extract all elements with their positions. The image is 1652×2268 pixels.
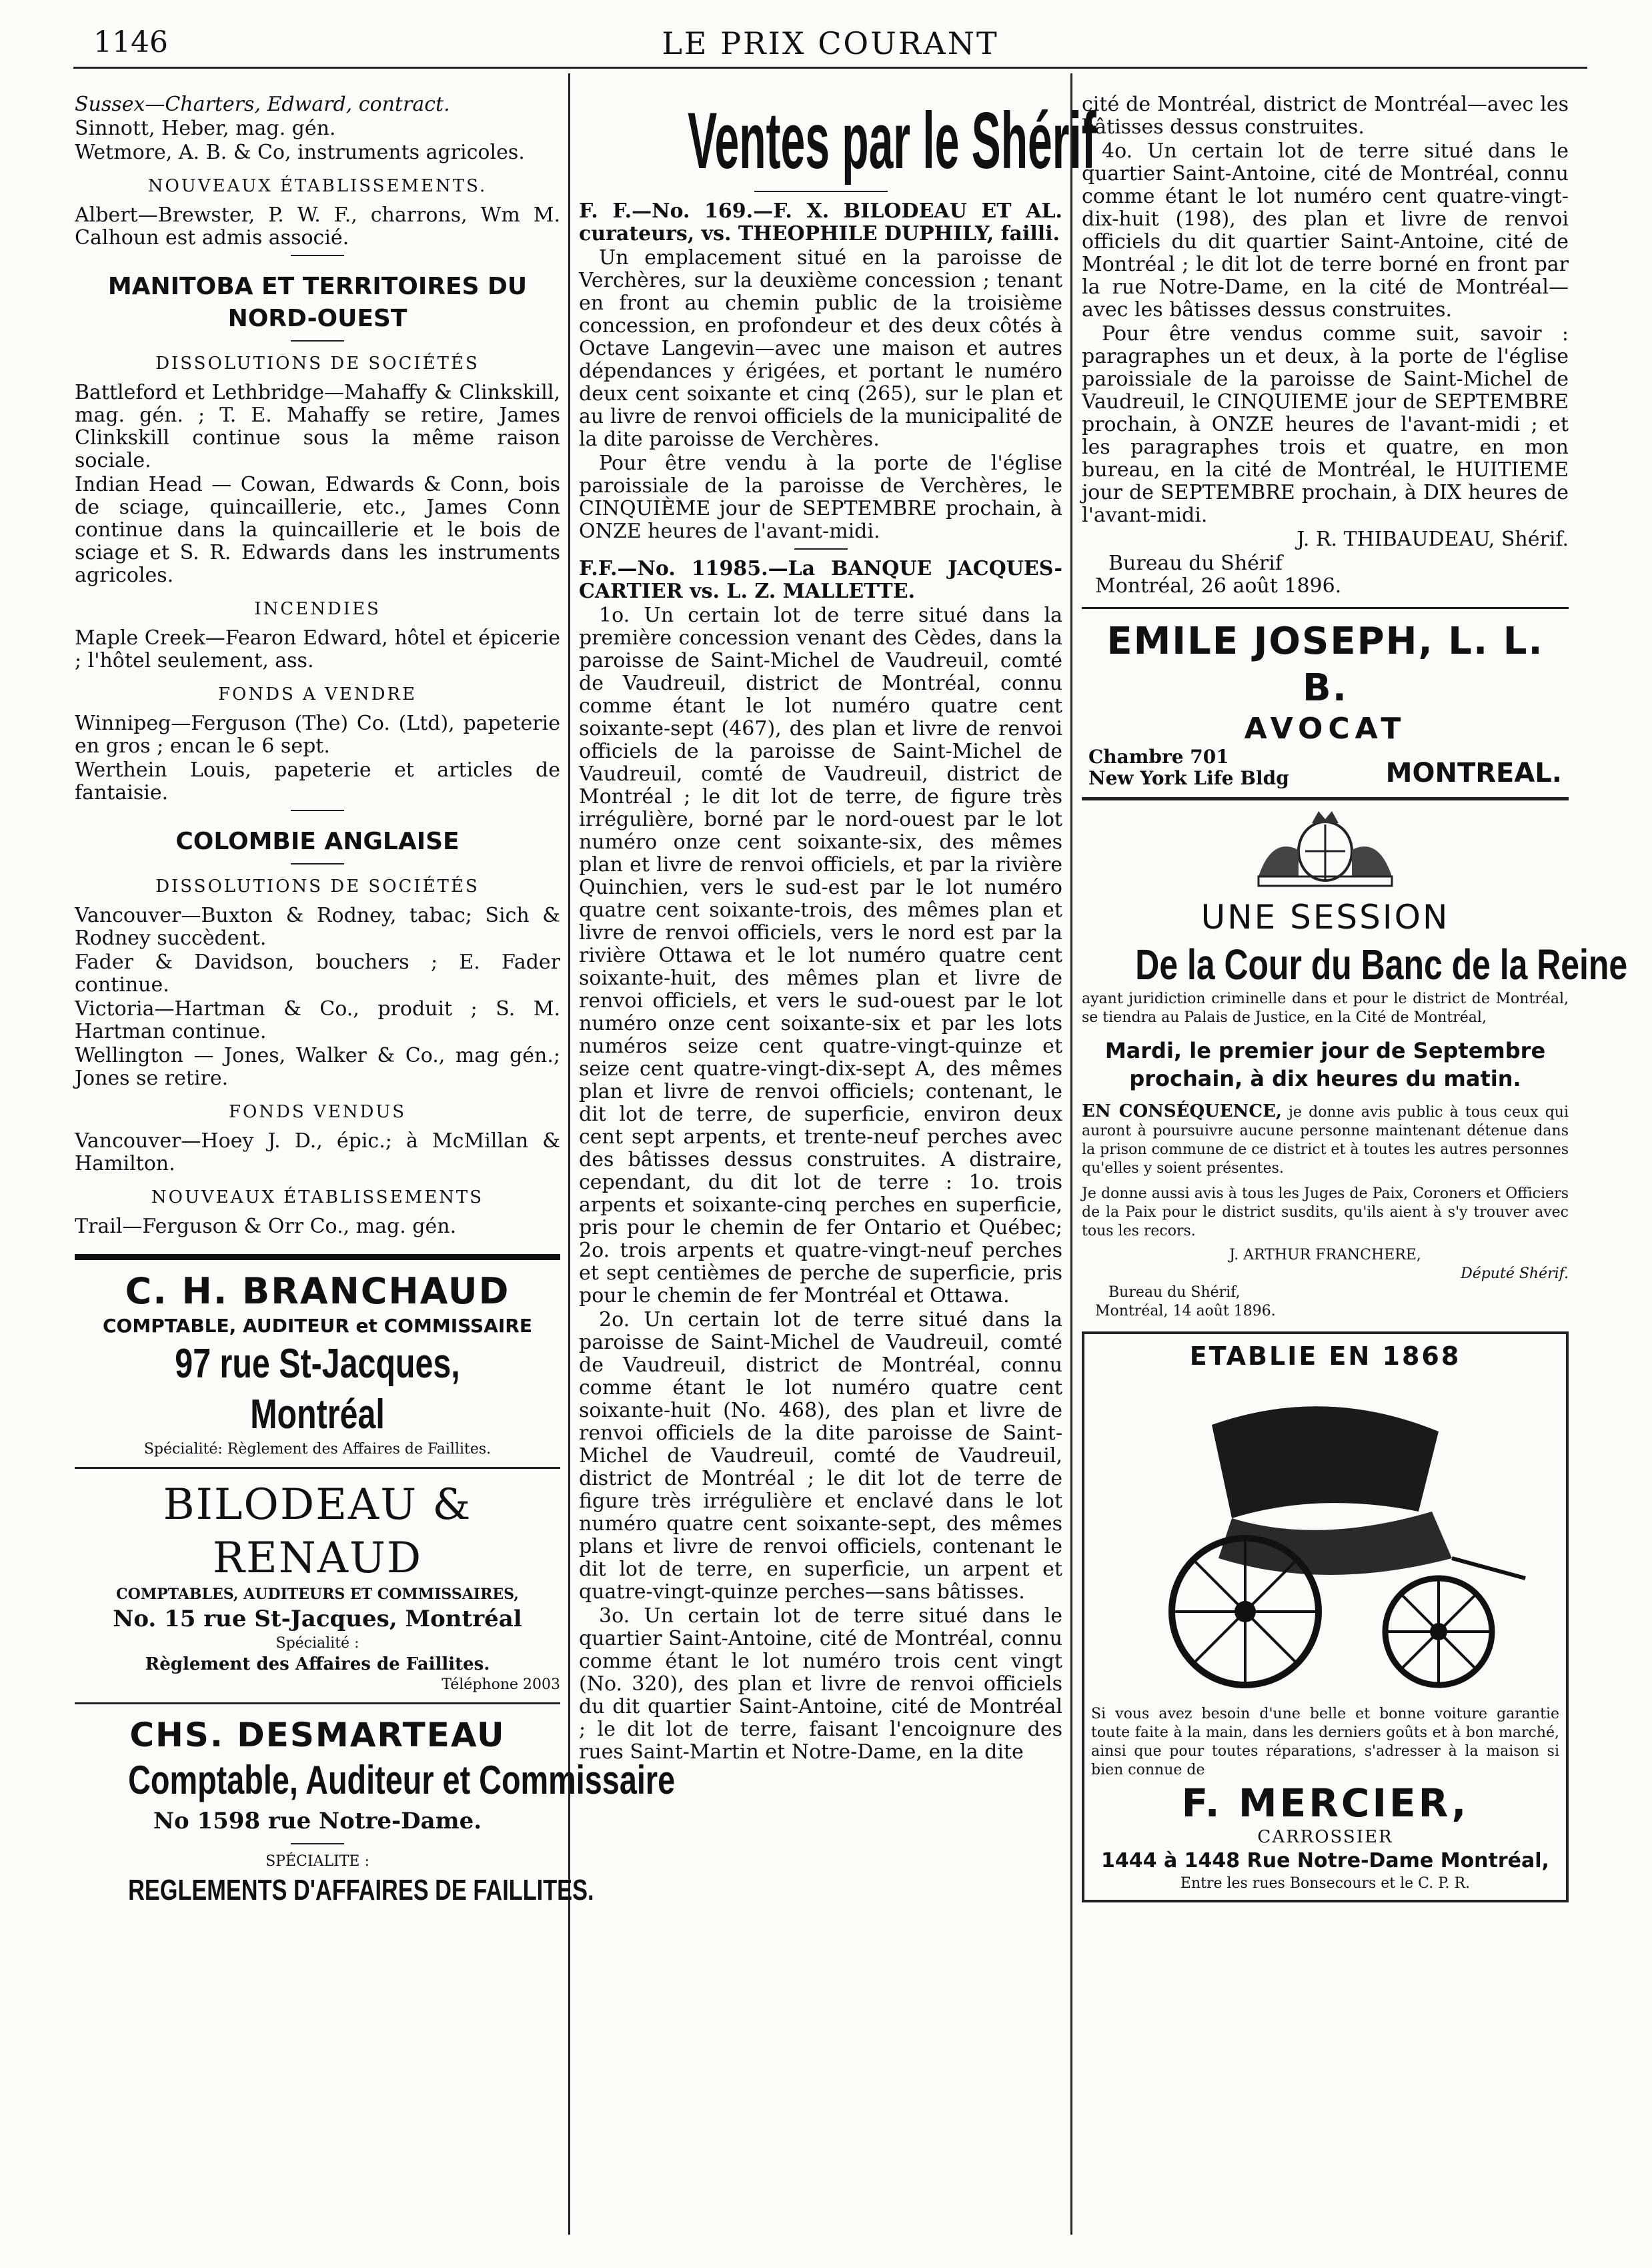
joseph-title: AVOCAT <box>1244 712 1407 746</box>
column-1 <box>75 93 676 2255</box>
sheriff-signature: J. R. THIBAUDEAU, Shérif. <box>1297 528 1569 551</box>
vendus-item: Vancouver—Hoey J. D., épic.; à McMillan & Hamilton. <box>75 1129 560 1175</box>
page-number: 1146 <box>93 25 168 59</box>
session-date: Mardi, le premier jour de Septembre prochain, à dix heures du matin. <box>1104 1038 1546 1091</box>
bureau-date: Montréal, 26 août 1896. <box>1095 574 1342 598</box>
divider <box>754 191 888 192</box>
session-ad <box>1082 797 1628 1329</box>
bilodeau-phone: Téléphone 2003 <box>442 1676 560 1693</box>
intro-line-3: Wetmore, A. B. & Co, instruments agricoles. <box>75 141 525 164</box>
nouveaux-heading-2: NOUVEAUX ÉTABLISSEMENTS <box>151 1187 484 1207</box>
consequence-lead: EN CONSÉQUENCE, <box>1082 1101 1282 1121</box>
desmarteau-specialty: REGLEMENTS D'AFFAIRES DE FAILLITES. <box>128 1874 594 1906</box>
joseph-name: EMILE JOSEPH, L. L. B. <box>1106 620 1544 710</box>
joseph-details <box>1082 746 1569 789</box>
newspaper-title: LE PRIX COURANT <box>662 25 999 61</box>
case-1-title: F. F.—No. 169.—F. X. BILODEAU ET AL. curateurs, vs. THEOPHILE DUPHILY, failli. <box>579 199 1062 245</box>
colombie-heading: COLOMBIE ANGLAISE <box>175 828 460 855</box>
session-signature: J. ARTHUR FRANCHERE, <box>1229 1247 1421 1263</box>
header-rule <box>73 67 1587 69</box>
dissolution-item: Wellington — Jones, Walker & Co., mag gén.; Jones se retire. <box>75 1044 560 1090</box>
session-court: De la Cour du Banc de la Reine <box>1135 941 1628 989</box>
carriage-illustration-icon <box>1118 1378 1532 1698</box>
joseph-city: MONTREAL. <box>1385 758 1562 788</box>
dissolutions-heading-2: DISSOLUTIONS DE SOCIÉTÉS <box>155 877 480 897</box>
branchaud-specialty: Spécialité: Règlement des Affaires de Faillites. <box>143 1441 492 1458</box>
heavy-rule <box>75 1254 560 1260</box>
sale-paragraph: cité de Montréal, district de Montréal—avec les bâtisses dessus construites. <box>1082 93 1569 139</box>
mercier-established: ETABLIE EN 1868 <box>1189 1341 1461 1371</box>
incendies-heading: INCENDIES <box>254 599 381 619</box>
manitoba-heading: MANITOBA ET TERRITOIRES DU NORD-OUEST <box>107 273 528 332</box>
dissolution-item: Battleford et Lethbridge—Mahaffy & Clinkskill, mag. gén. ; T. E. Mahaffy se retire, James Clinkskill continue sous la même raison sociale. <box>75 381 560 472</box>
nouveaux-text-2: Trail—Ferguson & Orr Co., mag. gén. <box>75 1215 457 1238</box>
case-2-paragraph: 2o. Un certain lot de terre situé dans la paroisse de Saint-Michel de Vaudreuil, comté de Vaudreuil, district de Montréal, connu comme étant le lot numéro quatre cent soixante-huit (No. 468), des plan et livre de renvoi officiels de la dite paroisse de Saint-Michel de Vaudreuil, comté de Vaudreuil, district de Montréal ; le dit lot de terre de figure très irrégulière et enclavé dans le lot numéro quatre cent soixante-sept, des mêmes plans et livre de renvoi officiels, contenant le dit lot de terre, en superficie, un arpent et quatre-vingt-quinze perches—sans bâtisses. <box>579 1308 1062 1604</box>
divider <box>291 1843 344 1844</box>
branchaud-ad <box>75 1260 560 1467</box>
mercier-trade: CARROSSIER <box>1257 1827 1393 1847</box>
fonds-item: Winnipeg—Ferguson (The) Co. (Ltd), papeterie en gros ; encan le 6 sept. <box>75 712 560 758</box>
mercier-between: Entre les rues Bonsecours et le C. P. R. <box>1180 1875 1471 1892</box>
royal-coat-of-arms-icon <box>1232 810 1419 890</box>
intro-line-1: Sussex—Charters, Edward, contract. <box>75 93 450 116</box>
session-place-date: Montréal, 14 août 1896. <box>1095 1303 1276 1319</box>
divider <box>291 863 344 865</box>
page-header <box>73 23 1587 63</box>
dissolution-item: Fader & Davidson, bouchers ; E. Fader continue. <box>75 951 560 997</box>
bureau-line: Bureau du Shérif <box>1108 552 1283 575</box>
case-2-paragraph: 3o. Un certain lot de terre situé dans le quartier Saint-Antoine, cité de Montréal, connu comme étant le lot numéro trois cent vingt (No. 320), des plan et livre de renvoi officiels du dit quartier Saint-Antoine, cité de Montréal ; le dit lot de terre, faisant l'encoignure des rues Saint-Martin et Notre-Dame, en la dite <box>579 1604 1062 1764</box>
branchaud-address: 97 rue St-Jacques, Montréal <box>175 1341 460 1438</box>
bilodeau-specialty: Règlement des Affaires de Faillites. <box>145 1654 490 1674</box>
intro-line-2: Sinnott, Heber, mag. gén. <box>75 117 336 140</box>
fonds-a-vendre-heading: FONDS A VENDRE <box>218 684 417 704</box>
session-signature-role: Député Shérif. <box>1461 1265 1569 1282</box>
notice-text: à tous les Juges de Paix, Coroners et Officiers de la Paix pour le district susdits, qu'ils aient à s'y trouver avec tous les recors. <box>1082 1185 1569 1239</box>
desmarteau-address: No 1598 rue Notre-Dame. <box>153 1808 482 1834</box>
branchaud-role: COMPTABLE, AUDITEUR et COMMISSAIRE <box>103 1315 532 1337</box>
ventes-title: Ventes par le Shérif <box>688 96 1096 185</box>
column-rule-2 <box>1070 73 1072 2235</box>
session-consequence <box>1082 1102 1569 1178</box>
desmarteau-role: Comptable, Auditeur et Commissaire <box>128 1758 676 1802</box>
sale-paragraph: Pour être vendus comme suit, savoir : paragraphes un et deux, à la porte de l'église paroissiale de la paroisse de Saint-Michel de Vaudreuil, le CINQUIEME jour de SEPTEMBRE prochain, à ONZE heures de l'avant-midi ; et les paragraphes trois et quatre, en mon bureau, en la cité de Montréal, le HUITIEME jour de SEPTEMBRE prochain, à DIX heures de l'avant-midi. <box>1082 322 1569 527</box>
divider <box>291 810 344 811</box>
column-rule-1 <box>568 73 570 2235</box>
mercier-copy: Si vous avez besoin d'une belle et bonne voiture garantie toute faite à la main, dans les derniers goûts et à bon marché, ainsi que pour toutes réparations, s'adresser à la maison si bien connue de <box>1091 1706 1559 1778</box>
mercier-ad <box>1082 1331 1569 1902</box>
consequence-text: je donne avis public à tous ceux qui auront à poursuivre aucune personne maintenant détenue dans la prison commune de ce district et à toutes les autres personnes qu'elles y soient présentes. <box>1082 1104 1569 1177</box>
dissolution-item: Indian Head — Cowan, Edwards & Conn, bois de sciage, quincaillerie, etc., James Conn continue dans la quincaillerie et le bois de sciage et S. R. Edwards dans les instruments agricoles. <box>75 473 560 587</box>
nouveaux-heading-1: NOUVEAUX ÉTABLISSEMENTS. <box>147 176 488 196</box>
divider <box>291 340 344 342</box>
bilodeau-name: BILODEAU & RENAUD <box>163 1480 472 1583</box>
divider <box>794 548 848 550</box>
case-2-title: F.F.—No. 11985.—La BANQUE JACQUES-CARTIER vs. L. Z. MALLETTE. <box>579 557 1062 603</box>
desmarteau-ad <box>75 1702 676 1918</box>
session-intro: ayant juridiction criminelle dans et pour le district de Montréal, se tiendra au Palais de Justice, en la Cité de Montréal, <box>1082 991 1569 1026</box>
joseph-ad <box>1082 607 1569 797</box>
fonds-vendus-heading: FONDS VENDUS <box>228 1102 407 1122</box>
joseph-building: New York Life Bldg <box>1088 767 1289 789</box>
joseph-address <box>1088 746 1289 789</box>
joseph-room: Chambre 701 <box>1088 746 1229 768</box>
session-bureau: Bureau du Shérif, <box>1108 1284 1241 1301</box>
branchaud-name: C. H. BRANCHAUD <box>125 1270 510 1312</box>
column-2 <box>579 93 1096 2255</box>
dissolutions-heading-1: DISSOLUTIONS DE SOCIÉTÉS <box>155 354 480 374</box>
dissolution-item: Vancouver—Buxton & Rodney, tabac; Sich & Rodney succèdent. <box>75 904 560 950</box>
sale-paragraph: 4o. Un certain lot de terre situé dans le quartier Saint-Antoine, cité de Montréal, connu comme étant le lot numéro cent quatre-vingt-dix-huit (198), des plan et livre de renvoi officiels du dit quartier Saint-Antoine, cité de Montréal ; le dit lot de terre borné en front par la rue Notre-Dame, en la cité de Montréal—avec les bâtisses dessus construites. <box>1082 139 1569 322</box>
column-3 <box>1082 93 1628 2255</box>
fonds-item: Werthein Louis, papeterie et articles de fantaisie. <box>75 758 560 804</box>
bilodeau-address: No. 15 rue St-Jacques, Montréal <box>113 1606 522 1632</box>
case-1-paragraph: Un emplacement situé en la paroisse de Verchères, sur la deuxième concession ; tenant en front au chemin public de la troisième concession, en profondeur et des deux côtés à Octave Langevin—avec une maison et autres dépendances y érigées, et portant le numéro deux cent soixante et cinq (265), sur le plan et au livre de renvoi officiels de la municipalité de la dite paroisse de Verchères. <box>579 246 1062 451</box>
nouveaux-text-1: Albert—Brewster, P. W. F., charrons, Wm M. Calhoun est admis associé. <box>75 203 560 249</box>
bilodeau-specialty-label: Spécialité : <box>275 1635 359 1652</box>
mercier-address: 1444 à 1448 Rue Notre-Dame Montréal, <box>1101 1849 1549 1872</box>
mercier-name: F. MERCIER, <box>1181 1780 1469 1826</box>
case-2-paragraph: 1o. Un certain lot de terre situé dans la première concession venant des Cèdes, dans la paroisse de Saint-Michel de Vaudreuil, comté de Vaudreuil, district de Montréal, connu comme étant le lot numéro quatre cent soixante-sept (467), des plan et livre de renvoi officiels de la paroisse de Saint-Michel de Vaudreuil, comté de Vaudreuil, district de Montréal ; le dit lot de terre, de figure très irrégulière, borné par le nord-ouest par le lot numéro onze cent soixante-six, des mêmes plan et livre de renvoi officiels, et par la rivière Quinchien, vers le sud-est par le lot numéro quatre cent soixante-trois, des mêmes plan et livre de renvoi officiels, vers le nord est par la rivière Ottawa et le lot numéro quatre cent soixante-huit, des mêmes plan et livre de renvoi officiels, et vers le sud-ouest par le lot numéro onze cent soixante-six et par les lots numéros seize cent quatre-vingt-quinze et seize cent quatre-vingt-dix-sept A, des mêmes plan et livre de renvoi officiels; contenant, le dit lot de terre, de superficie, environ deux cent sept arpents, et trente-neuf perches avec des bâtisses dessus construites. A distraire, cependant, du dit lot de terre : 1o. trois arpents et soixante-cinq perches en superficie, pris pour le chemin de fer Ontario et Québec; 2o. trois arpents et quatre-vingt-neuf perches et sept centièmes de perche de superficie, pris pour le chemin de fer Montréal et Ottawa. <box>579 604 1062 1307</box>
divider <box>291 255 344 256</box>
case-1-paragraph: Pour être vendu à la porte de l'église paroissiale de la paroisse de Verchères, le CINQUIÈME jour de SEPTEMBRE prochain, à ONZE heures de l'avant-midi. <box>579 452 1062 543</box>
incendie-item: Maple Creek—Fearon Edward, hôtel et épicerie ; l'hôtel seulement, ass. <box>75 626 560 672</box>
session-heading: UNE SESSION <box>1200 898 1450 937</box>
desmarteau-specialty-label: SPÉCIALITE : <box>265 1853 369 1870</box>
bilodeau-role: COMPTABLES, AUDITEURS ET COMMISSAIRES, <box>116 1586 519 1603</box>
dissolution-item: Victoria—Hartman & Co., produit ; S. M. Hartman continue. <box>75 997 560 1043</box>
notice-lead: Je donne aussi avis <box>1082 1185 1224 1202</box>
session-notice <box>1082 1185 1569 1241</box>
desmarteau-name: CHS. DESMARTEAU <box>129 1716 506 1754</box>
bilodeau-ad <box>75 1467 560 1702</box>
